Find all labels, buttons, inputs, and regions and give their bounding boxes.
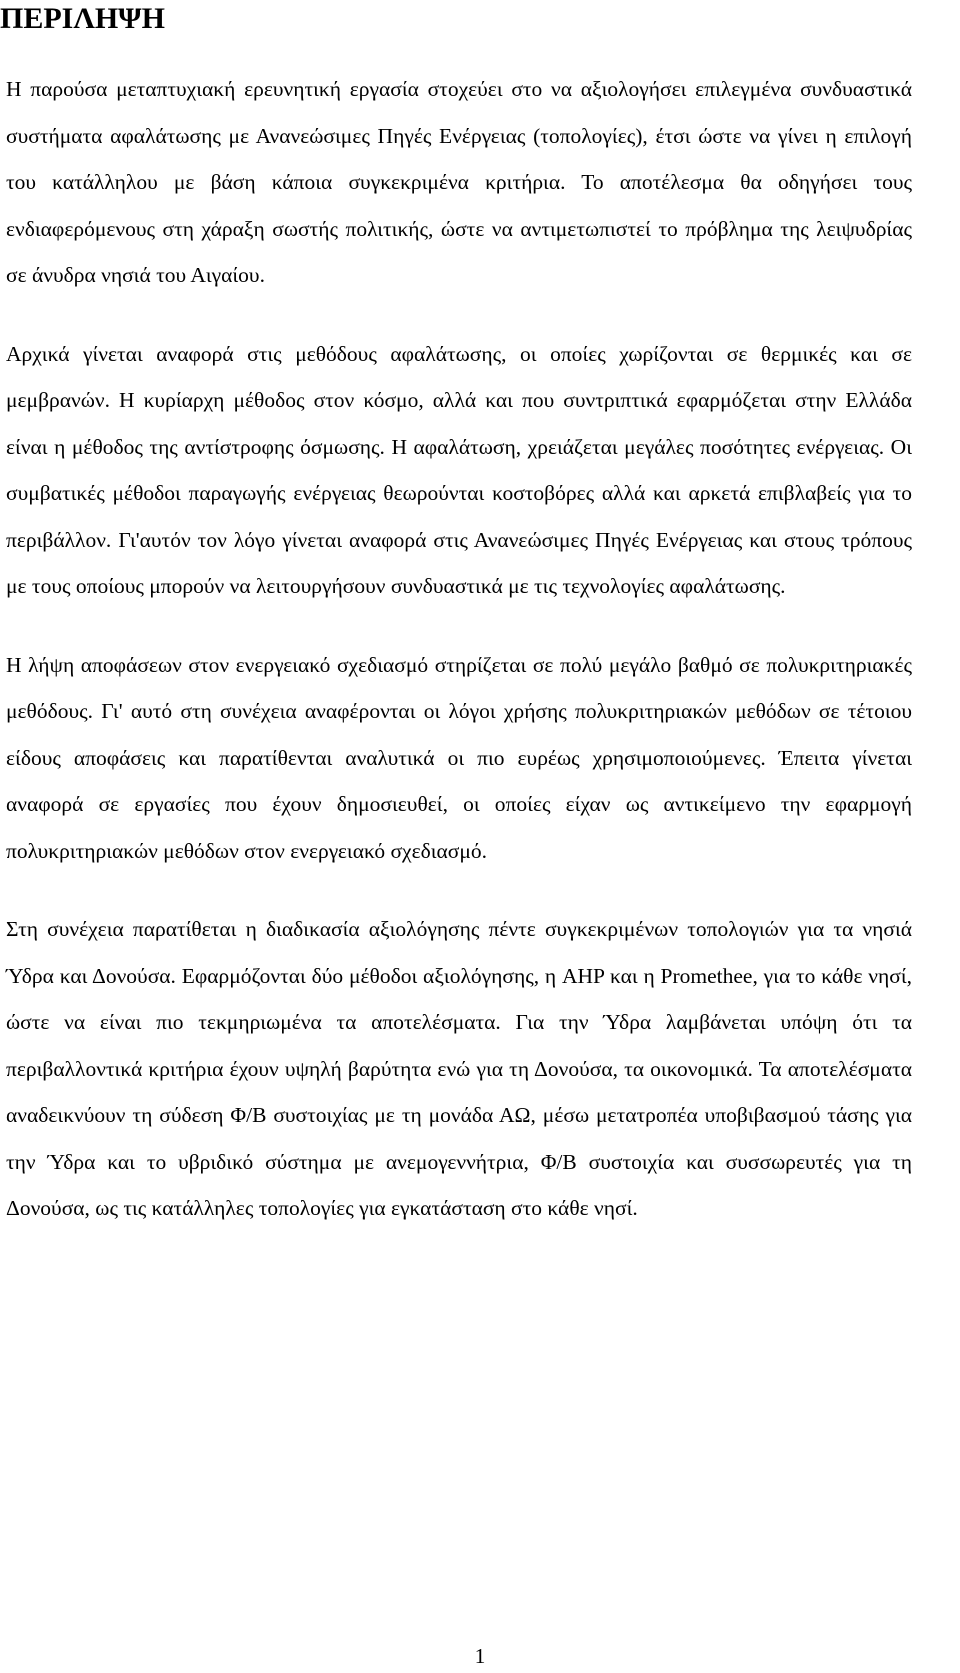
abstract-body <box>6 66 912 1264</box>
section-heading: ΠΕΡΙΛΗΨΗ <box>0 2 165 35</box>
paragraph-2: Αρχικά γίνεται αναφορά στις μεθόδους αφαλάτωσης, οι οποίες χωρίζονται σε θερμικές και σε μεμβρανών. Η κυρίαρχη μέθοδος στον κόσμο, αλλά και που συντριπτικά εφαρμόζεται στην Ελλάδα είναι η μέθοδος της αντίστροφης όσμωσης. Η αφαλάτωση, χρειάζεται μεγάλες ποσότητες ενέργειας. Οι συμβατικές μέθοδοι παραγωγής ενέργειας θεωρούνται κοστοβόρες αλλά και αρκετά επιβλαβείς για το περιβάλλον. Γι'αυτόν τον λόγο γίνεται αναφορά στις Ανανεώσιμες Πηγές Ενέργειας και στους τρόπους με τους οποίους μπορούν να λειτουργήσουν συνδυαστικά με τις τεχνολογίες αφαλάτωσης. <box>6 341 912 598</box>
page-number: 1 <box>474 1644 486 1668</box>
paragraph-1: Η παρούσα μεταπτυχιακή ερευνητική εργασία στοχεύει στο να αξιολογήσει επιλεγμένα συνδυαστικά συστήματα αφαλάτωσης με Ανανεώσιμες Πηγές Ενέργειας (τοπολογίες), έτσι ώστε να γίνει η επιλογή του κατάλληλου με βάση κάποια συγκεκριμένα κριτήρια. Το αποτέλεσμα θα οδηγήσει τους ενδιαφερόμενους στη χάραξη σωστής πολιτικής, ώστε να αντιμετωπιστεί το πρόβλημα της λειψυδρίας σε άνυδρα νησιά του Αιγαίου. <box>6 77 912 287</box>
paragraph-4: Στη συνέχεια παρατίθεται η διαδικασία αξιολόγησης πέντε συγκεκριμένων τοπολογιών για τα νησιά Ύδρα και Δονούσα. Εφαρμόζονται δύο μέθοδοι αξιολόγησης, η AHP και η Promethee, για το κάθε νησί, ώστε να είναι πιο τεκμηριωμένα τα αποτελέσματα. Για την Ύδρα λαμβάνεται υπόψη ότι τα περιβαλλοντικά κριτήρια έχουν υψηλή βαρύτητα ενώ για τη Δονούσα, τα οικονομικά. Τα αποτελέσματα αναδεικνύουν τη σύδεση Φ/Β συστοιχίας με τη μονάδα ΑΩ, μέσω μετατροπέα υποβιβασμού τάσης για την Ύδρα και το υβριδικό σύστημα με ανεμογεννήτρια, Φ/Β συστοιχία και συσσωρευτές για τη Δονούσα, ως τις κατάλληλες τοπολογίες για εγκατάσταση στο κάθε νησί. <box>6 917 912 1220</box>
paragraph-3: Η λήψη αποφάσεων στον ενεργειακό σχεδιασμό στηρίζεται σε πολύ μεγάλο βαθμό σε πολυκριτηριακές μεθόδους. Γι' αυτό στη συνέχεια αναφέρονται οι λόγοι χρήσης πολυκριτηριακών μεθόδων σε τέτοιου είδους αποφάσεις και παρατίθενται αναλυτικά οι πιο ευρέως χρησιμοποιούμενες. Έπειτα γίνεται αναφορά σε εργασίες που έχουν δημοσιευθεί, οι οποίες είχαν ως αντικείμενο την εφαρμογή πολυκριτηριακών μεθόδων στον ενεργειακό σχεδιασμό. <box>6 652 912 863</box>
